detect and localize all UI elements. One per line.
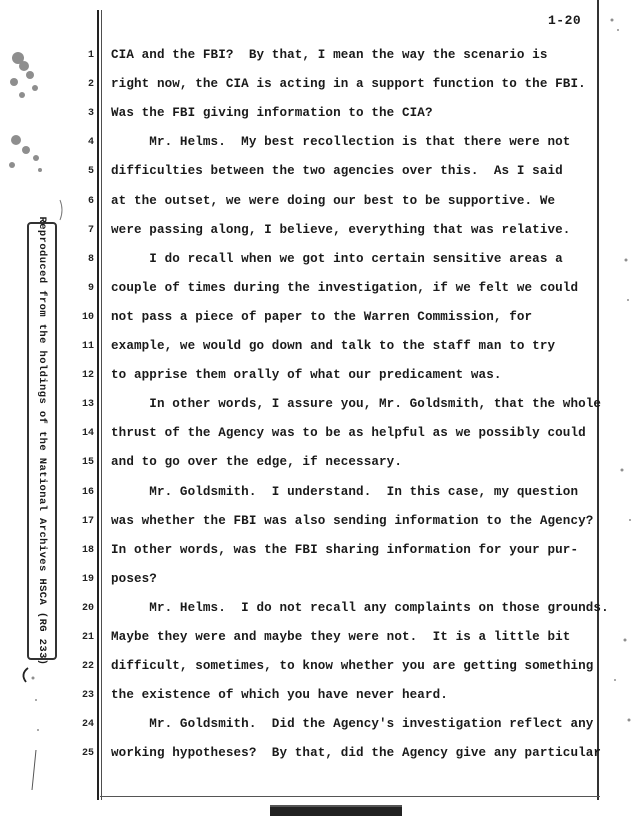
- line-text: couple of times during the investigation, if we felt we could: [111, 281, 579, 295]
- archives-stamp-text: Reproduced from the holdings of the National Archives HSCA (RG 233): [36, 216, 48, 666]
- margin-rule-left: [97, 10, 99, 800]
- line-number: 12: [81, 370, 94, 381]
- archives-stamp: [27, 216, 57, 666]
- line-number: 10: [81, 312, 94, 323]
- line-text: thrust of the Agency was to be as helpful as we possibly could: [111, 426, 586, 440]
- line-text: poses?: [111, 572, 157, 586]
- bottom-rule: [100, 796, 600, 797]
- line-number: 6: [87, 196, 94, 207]
- line-number: 20: [81, 603, 94, 614]
- line-number: 4: [87, 137, 94, 148]
- line-text: Was the FBI giving information to the CIA?: [111, 106, 433, 120]
- line-number: 7: [87, 225, 94, 236]
- line-number: 19: [81, 574, 94, 585]
- line-number: 21: [81, 632, 94, 643]
- line-text: and to go over the edge, if necessary.: [111, 455, 402, 469]
- line-text: were passing along, I believe, everything that was relative.: [111, 223, 571, 237]
- line-text: example, we would go down and talk to the staff man to try: [111, 339, 556, 353]
- line-text: Maybe they were and maybe they were not. It is a little bit: [111, 630, 571, 644]
- margin-rule-left-inner: [101, 10, 102, 800]
- line-text: to apprise them orally of what our predicament was.: [111, 368, 502, 382]
- line-number: 22: [81, 661, 94, 672]
- footer-classification-mark: [270, 802, 402, 816]
- line-number: 8: [87, 254, 94, 265]
- line-text: Mr. Goldsmith. Did the Agency's investigation reflect any: [111, 717, 594, 731]
- line-text: I do recall when we got into certain sensitive areas a: [111, 252, 563, 266]
- line-text: not pass a piece of paper to the Warren Commission, for: [111, 310, 533, 324]
- line-number: 18: [81, 545, 94, 556]
- line-number: 23: [81, 690, 94, 701]
- line-number: 2: [87, 79, 94, 90]
- line-number: 1: [87, 50, 94, 61]
- line-text: Mr. Goldsmith. I understand. In this case, my question: [111, 485, 579, 499]
- line-number: 9: [87, 283, 94, 294]
- page-number: 1-20: [548, 13, 582, 28]
- line-number: 14: [81, 428, 94, 439]
- line-number: 13: [81, 399, 94, 410]
- line-text: In other words, I assure you, Mr. Goldsmith, that the whole: [111, 397, 602, 411]
- line-text: CIA and the FBI? By that, I mean the way the scenario is: [111, 48, 548, 62]
- line-number: 3: [87, 108, 94, 119]
- line-text: Mr. Helms. My best recollection is that there were not: [111, 135, 571, 149]
- line-number: 15: [81, 457, 94, 468]
- line-text: difficult, sometimes, to know whether you are getting something: [111, 659, 594, 673]
- line-number: 5: [87, 166, 94, 177]
- line-number: 16: [81, 487, 94, 498]
- line-text: right now, the CIA is acting in a support function to the FBI.: [111, 77, 586, 91]
- line-number: 11: [81, 341, 94, 352]
- line-text: at the outset, we were doing our best to be supportive. We: [111, 194, 556, 208]
- line-text: working hypotheses? By that, did the Agency give any particular: [111, 746, 602, 760]
- line-number: 24: [81, 719, 94, 730]
- line-number: 25: [81, 748, 94, 759]
- line-text: difficulties between the two agencies over this. As I said: [111, 164, 563, 178]
- line-number: 17: [81, 516, 94, 527]
- line-text: Mr. Helms. I do not recall any complaints on those grounds.: [111, 601, 609, 615]
- line-text: was whether the FBI was also sending information to the Agency?: [111, 514, 594, 528]
- line-text: the existence of which you have never heard.: [111, 688, 448, 702]
- line-text: In other words, was the FBI sharing information for your pur-: [111, 543, 579, 557]
